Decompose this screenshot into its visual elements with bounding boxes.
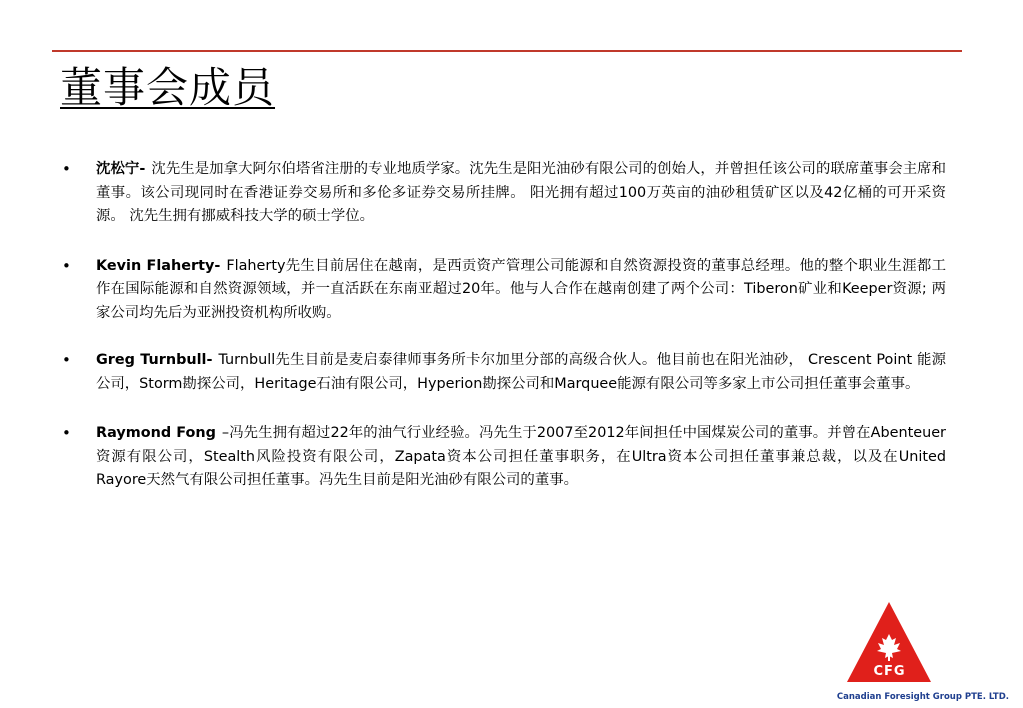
- page-title: 董事会成员: [60, 63, 276, 112]
- member-name: 沈松宁-: [96, 161, 146, 177]
- list-item: [62, 255, 946, 326]
- bullet-icon: •: [62, 256, 71, 275]
- company-name-caption: Canadian Foresight Group PTE. LTD.: [836, 692, 1009, 702]
- list-item: [62, 349, 946, 396]
- member-bio: Turnbull先生目前是麦启泰律师事务所卡尔加里分部的高级合伙人。他目前也在阳光油砂， Crescent Point 能源公司，Storm勘探公司，Heritage石油有限公司，Hyperion勘探公司和Marquee能源有限公司等多家上市公司担任董事会董事。: [96, 352, 946, 392]
- bullet-icon: •: [62, 424, 71, 442]
- top-rule: [52, 50, 962, 52]
- list-item: [62, 158, 946, 229]
- member-name: Greg Turnbull-: [96, 352, 213, 368]
- company-logo: [779, 602, 1009, 702]
- member-name: Kevin Flaherty-: [96, 257, 221, 274]
- logo-abbreviation: CFG: [873, 664, 906, 679]
- board-member-list: [62, 158, 946, 519]
- member-bio: –冯先生拥有超过22年的油气行业经验。冯先生于2007至2012年间担任中国煤炭公司的董事。并曾在Abenteuer资源有限公司，Stealth风险投资有限公司，Zapata资本公司担任董事职务，在Ultra资本公司担任董事兼总裁，以及在United Rayore天然气有限公司担任董事。冯先生目前是阳光油砂有限公司的董事。: [96, 425, 946, 488]
- member-bio: 沈先生是加拿大阿尔伯塔省注册的专业地质学家。沈先生是阳光油砂有限公司的创始人，并曾担任该公司的联席董事会主席和董事。该公司现同时在香港证券交易所和多伦多证券交易所挂牌。 阳光拥有超过100万英亩的油砂租赁矿区以及42亿桶的可开采资源。 沈先生拥有挪威科技大学的硕士学位。: [96, 161, 946, 224]
- member-bio: Flaherty先生目前居住在越南，是西贡资产管理公司能源和自然资源投资的董事总经理。他的整个职业生涯都工作在国际能源和自然资源领域，并一直活跃在东南亚超过20年。他与人合作在越南创建了两个公司：Tiberon矿业和Keeper资源; 两家公司均先后为亚洲投资机构所收购。: [96, 257, 946, 321]
- bullet-icon: •: [62, 160, 71, 178]
- bullet-icon: •: [62, 351, 71, 369]
- list-item: [62, 422, 946, 493]
- member-name: Raymond Fong: [96, 425, 216, 441]
